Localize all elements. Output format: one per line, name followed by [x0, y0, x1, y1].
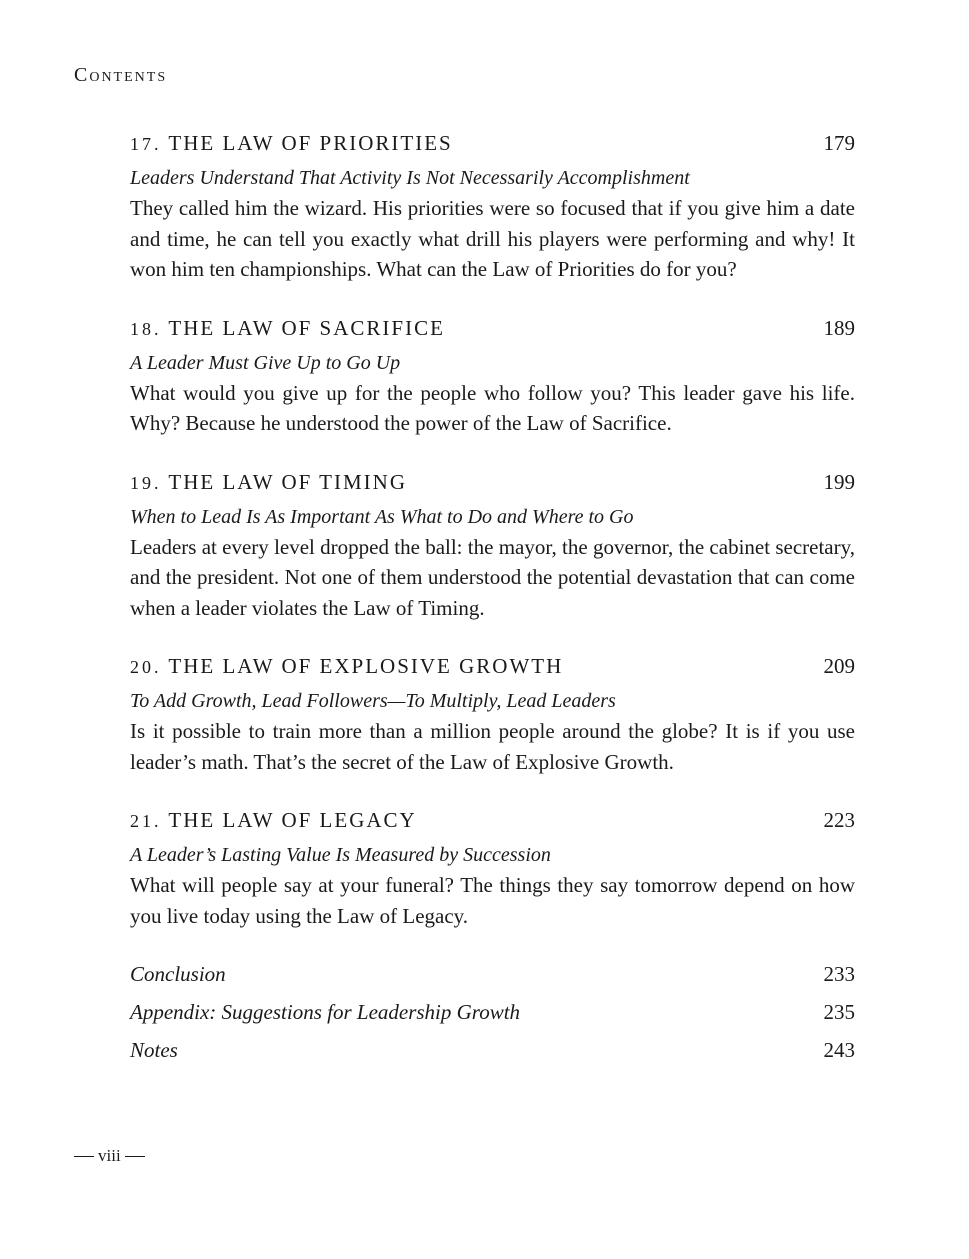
- chapter-title-line: [130, 470, 407, 495]
- chapter-heading-row: [130, 131, 855, 163]
- page-title: Contents: [74, 64, 168, 86]
- toc-entry-chapter-17[interactable]: [130, 131, 855, 285]
- toc-entry-chapter-20[interactable]: [130, 654, 855, 777]
- chapter-title-line: [130, 808, 417, 833]
- folio-number: viii: [98, 1146, 121, 1165]
- chapter-description: Leaders at every level dropped the ball: the mayor, the governor, the cabinet secretary, and the president. Not one of them understood the potential devastation that can come when a leader violates the Law of Timing.: [130, 534, 855, 620]
- back-matter-page-number: 235: [823, 1000, 855, 1024]
- toc-entry-chapter-21[interactable]: [130, 808, 855, 931]
- chapter-heading-row: [130, 654, 855, 686]
- chapter-page-number: 223: [823, 808, 855, 832]
- chapter-page-number: 189: [823, 315, 855, 340]
- chapter-heading-row: [130, 316, 855, 348]
- chapter-number: 17.: [130, 134, 162, 154]
- chapter-number: 21.: [130, 811, 162, 831]
- chapter-page-number: 209: [823, 654, 855, 678]
- chapter-number: 20.: [130, 657, 162, 677]
- chapter-subtitle: A Leader’s Lasting Value Is Measured by Succession: [130, 844, 551, 866]
- toc-entry-notes[interactable]: [130, 1038, 855, 1076]
- back-matter-label: Conclusion: [130, 962, 226, 986]
- back-matter-page-number: 243: [823, 1038, 855, 1062]
- folio-rule-left: [74, 1156, 94, 1157]
- chapter-subtitle: When to Lead Is As Important As What to Do and Where to Go: [130, 505, 634, 528]
- folio-rule-right: [125, 1156, 145, 1157]
- chapter-title-line: [130, 316, 445, 341]
- chapter-title: THE LAW OF SACRIFICE: [168, 315, 445, 340]
- chapter-number: 18.: [130, 318, 162, 339]
- back-matter-list: [130, 962, 855, 1076]
- chapter-subtitle: To Add Growth, Lead Followers—To Multiply, Lead Leaders: [130, 690, 616, 712]
- table-of-contents: [130, 131, 855, 1076]
- chapter-subtitle: Leaders Understand That Activity Is Not Necessarily Accomplishment: [130, 167, 690, 189]
- chapter-title: THE LAW OF EXPLOSIVE GROWTH: [168, 654, 564, 678]
- toc-entry-conclusion[interactable]: [130, 962, 855, 1000]
- back-matter-page-number: 233: [823, 962, 855, 986]
- chapter-description: What will people say at your funeral? The things they say tomorrow depend on how you live today using the Law of Legacy.: [130, 873, 855, 928]
- chapter-description: They called him the wizard. His priorities were so focused that if you give him a date and time, he can tell you exactly what drill his players were performing and why! It won him ten championships. What can the Law of Priorities do for you?: [130, 196, 855, 281]
- chapter-page-number: 179: [823, 131, 855, 155]
- page-folio: [74, 1146, 145, 1166]
- chapter-page-number: 199: [823, 469, 855, 494]
- chapter-description: What would you give up for the people who follow you? This leader gave his life. Why? Because he understood the power of the Law of Sacrifice.: [130, 380, 855, 435]
- chapter-heading-row: [130, 470, 855, 502]
- chapter-heading-row: [130, 808, 855, 840]
- back-matter-label: Appendix: Suggestions for Leadership Growth: [130, 1000, 521, 1024]
- chapter-description: Is it possible to train more than a million people around the globe? It is if you use leader’s math. That’s the secret of the Law of Explosive Growth.: [130, 719, 855, 774]
- toc-entry-chapter-18[interactable]: [130, 316, 855, 439]
- back-matter-label: Notes: [130, 1038, 178, 1062]
- chapter-title-line: [130, 654, 563, 679]
- chapter-title: THE LAW OF PRIORITIES: [168, 131, 453, 155]
- chapter-title: THE LAW OF LEGACY: [168, 808, 417, 832]
- toc-entry-appendix[interactable]: [130, 1000, 855, 1038]
- chapter-number: 19.: [130, 472, 162, 493]
- toc-entry-chapter-19[interactable]: [130, 470, 855, 624]
- chapter-subtitle: A Leader Must Give Up to Go Up: [130, 351, 401, 374]
- chapter-title: THE LAW OF TIMING: [168, 469, 407, 494]
- chapter-title-line: [130, 131, 453, 156]
